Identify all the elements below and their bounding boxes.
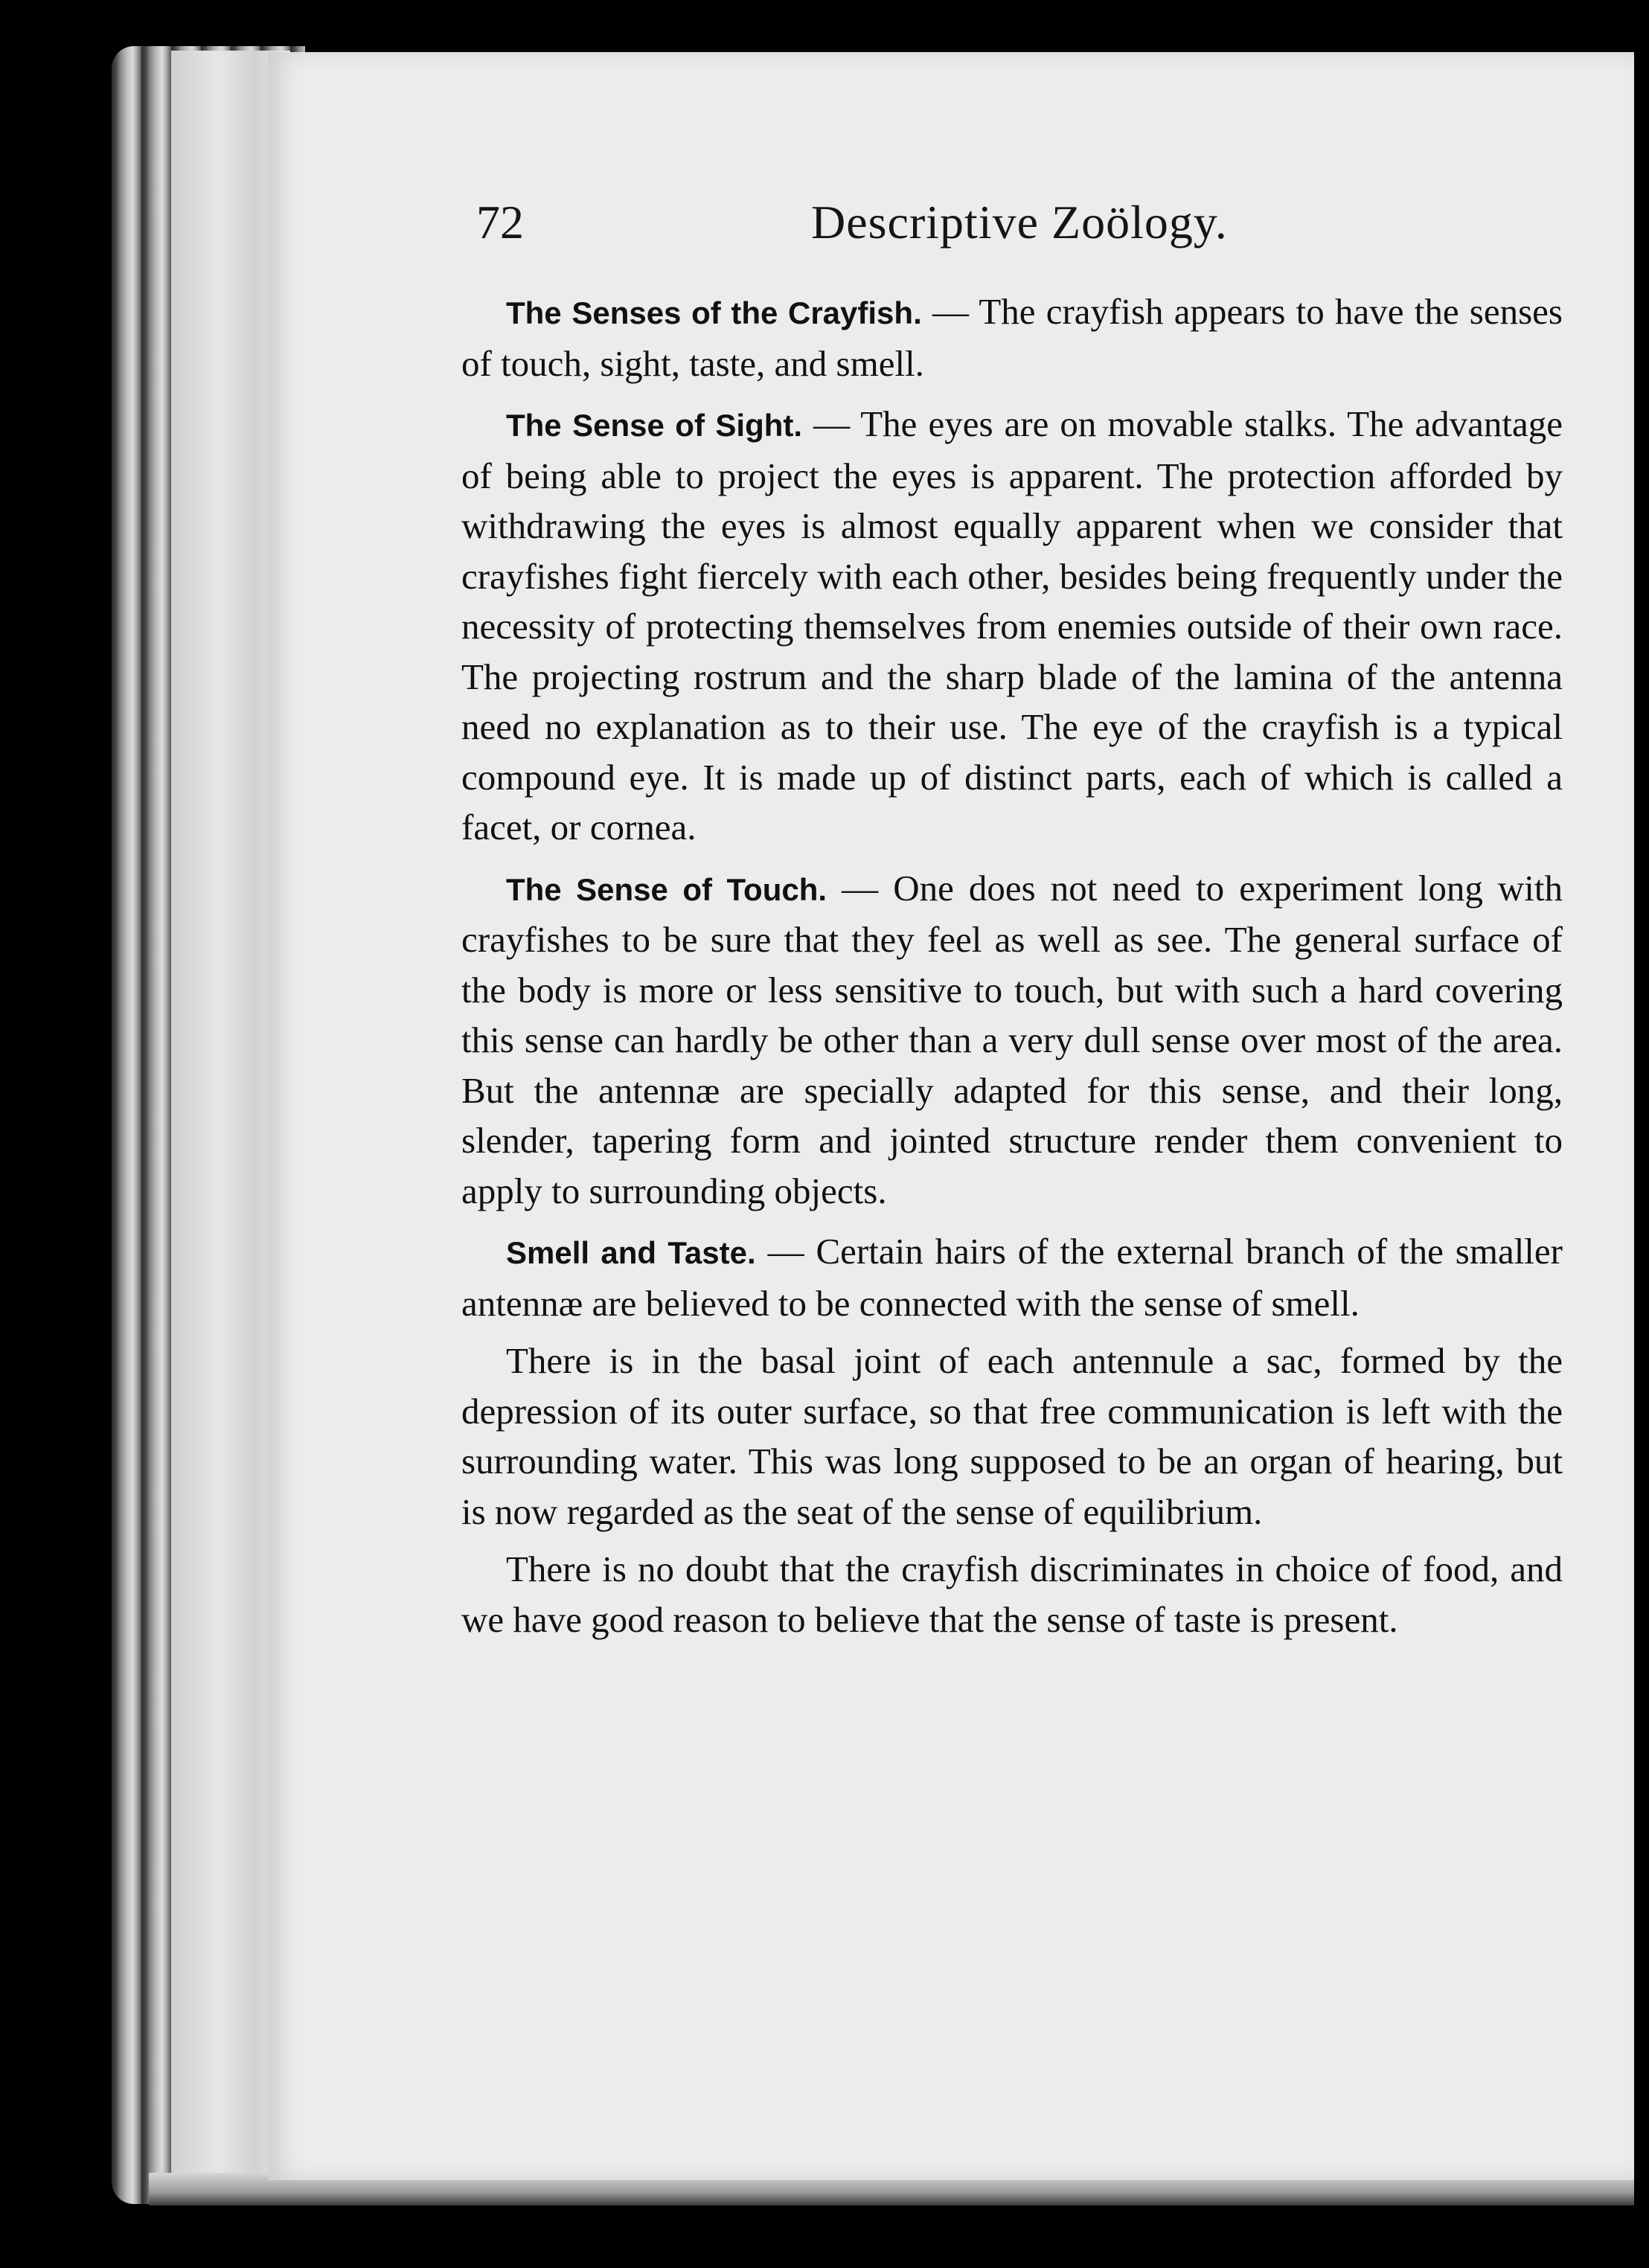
page-header (476, 186, 1548, 268)
paragraph-text: — Certain hairs of the external branch of the smaller antennæ are believed to be connected with the sense of smell. (461, 1231, 1563, 1324)
paragraph-heading: The Sense of Sight. (506, 408, 803, 443)
paragraph-taste (461, 1544, 1563, 1644)
paragraph-heading: The Sense of Touch. (506, 871, 827, 907)
paragraph-text: — The eyes are on movable stalks. The advantage of being able to project the eyes is apparent. The protection afforded by withdrawing the eyes is almost equally apparent when we consider that crayfishes fight fiercely with each other, besides being frequently under the necessity of protecting themselves from enemies outside of their own race. The projecting rostrum and the sharp blade of the lamina of the antenna need no explanation as to their use. The eye of the crayfish is a typical compound eye. It is made up of distinct parts, each of which is called a facet, or cornea. (461, 403, 1563, 848)
paragraph-touch (461, 863, 1563, 1217)
paragraph-heading: Smell and Taste. (506, 1235, 756, 1270)
paragraph-senses (461, 286, 1563, 388)
paragraph-antennule (461, 1336, 1563, 1537)
body-text (461, 286, 1563, 1655)
paragraph-heading: The Senses of the Crayfish. (506, 295, 922, 330)
running-head: Descriptive Zoölogy. (811, 196, 1228, 249)
paragraph-text: — The crayfish appears to have the senses of touch, sight, taste, and smell. (461, 291, 1563, 384)
paragraph-text: — One does not need to experiment long with crayfishes to be sure that they feel as well as see. The general surface of the body is more or less sensitive to touch, but with such a hard covering this sense can hardly be other than a very dull sense over most of the area. But the antennæ are specially adapted for this sense, and their long, slender, tapering form and jointed structure render them convenient to apply to surrounding objects. (461, 867, 1563, 1211)
paragraph-text: There is no doubt that the crayfish discriminates in choice of food, and we have good reason to believe that the sense of taste is present. (461, 1548, 1563, 1640)
paragraph-smell-taste (461, 1226, 1563, 1328)
paragraph-sight (461, 399, 1563, 853)
paragraph-text: There is in the basal joint of each antennule a sac, formed by the depression of its outer surface, so that free communication is left with the surrounding water. This was long supposed to be an organ of hearing, but is now regarded as the seat of the sense of equilibrium. (461, 1340, 1563, 1532)
page-number: 72 (476, 196, 524, 249)
